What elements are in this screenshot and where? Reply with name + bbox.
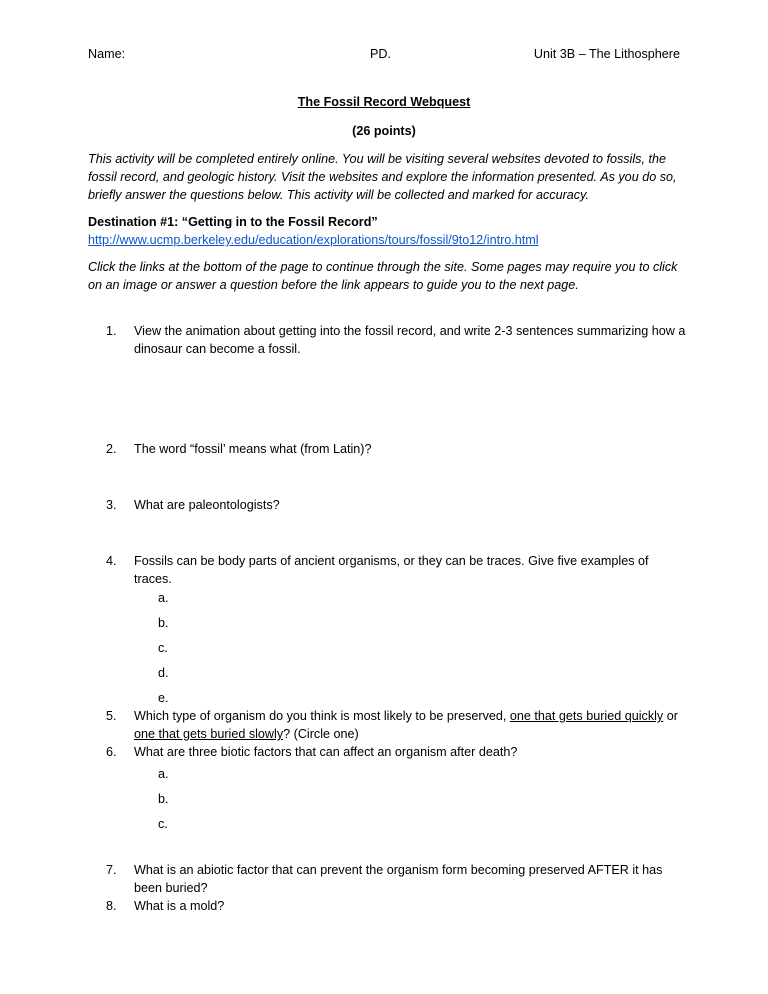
question-number: 8. xyxy=(106,899,117,913)
choice-buried-slowly[interactable]: one that gets buried slowly xyxy=(134,727,284,741)
destination-block xyxy=(88,213,683,249)
question-number: 7. xyxy=(106,863,117,877)
question-number: 6. xyxy=(106,745,117,759)
question-text: Which type of organism do you think is most likely to be preserved, one that gets buried quickly or one that gets buried slowly? (Circle one) xyxy=(134,709,678,741)
question-4 xyxy=(106,552,686,588)
question-text: The word “fossil’ means what (from Latin)? xyxy=(134,442,372,456)
instructions-paragraph: Click the links at the bottom of the page to continue through the site. Some pages may require you to click on an image or answer a question before the link appears to guide you to the next page. xyxy=(88,260,678,292)
answer-line-label: c. xyxy=(158,641,168,655)
question-text: What are paleontologists? xyxy=(134,498,280,512)
question-number: 5. xyxy=(106,709,117,723)
question-3 xyxy=(106,496,686,514)
destination-title: Destination #1: “Getting in to the Fossil Record” xyxy=(88,215,378,229)
question-number: 3. xyxy=(106,498,117,512)
answer-line-label: b. xyxy=(158,792,169,806)
question-1 xyxy=(106,322,686,358)
question-text: What is an abiotic factor that can prevent the organism form becoming preserved AFTER it has been buried? xyxy=(134,863,663,895)
question-number: 1. xyxy=(106,324,117,338)
question-text: View the animation about getting into the fossil record, and write 2-3 sentences summarizing how a dinosaur can become a fossil. xyxy=(134,324,686,356)
question-number: 2. xyxy=(106,442,117,456)
question-2 xyxy=(106,440,686,458)
question-text: Fossils can be body parts of ancient organisms, or they can be traces. Give five examples of traces. xyxy=(134,554,649,586)
answer-line-label: e. xyxy=(158,691,169,705)
name-label: Name: xyxy=(88,47,126,61)
question-7 xyxy=(106,861,686,897)
question-number: 4. xyxy=(106,554,117,568)
choice-buried-quickly[interactable]: one that gets buried quickly xyxy=(509,709,664,723)
destination-link[interactable]: http://www.ucmp.berkeley.edu/education/explorations/tours/fossil/9to12/intro.html xyxy=(88,233,539,247)
question-text: What are three biotic factors that can affect an organism after death? xyxy=(134,745,518,759)
answer-line-label: a. xyxy=(158,767,169,781)
intro-paragraph: This activity will be completed entirely online. You will be visiting several websites devoted to fossils, the fossil record, and geologic history. Visit the websites and explore the information presented. As you do so, briefly answer the questions below. This activity will be collected and marked for accuracy. xyxy=(88,152,677,202)
answer-line-label: c. xyxy=(158,817,168,831)
page-title: The Fossil Record Webquest xyxy=(297,95,471,109)
points-label: (26 points) xyxy=(352,124,416,138)
answer-line-label: b. xyxy=(158,616,169,630)
page-header xyxy=(88,45,680,63)
question-6 xyxy=(106,743,686,761)
period-label: PD. xyxy=(370,47,391,61)
answer-line-label: d. xyxy=(158,666,169,680)
answer-line-label: a. xyxy=(158,591,169,605)
question-8 xyxy=(106,897,686,915)
question-5 xyxy=(106,707,686,743)
question-text: What is a mold? xyxy=(134,899,225,913)
unit-label: Unit 3B – The Lithosphere xyxy=(533,47,680,61)
